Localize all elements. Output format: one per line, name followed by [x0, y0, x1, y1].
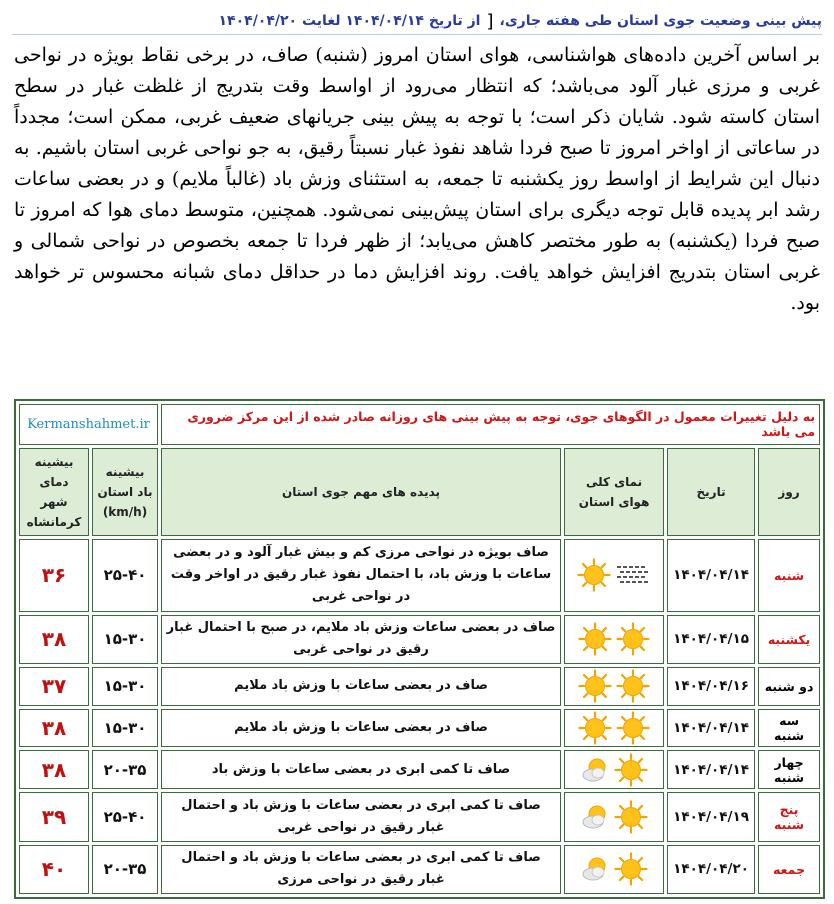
row-sky-icons: [564, 667, 664, 706]
row-date: ۱۴۰۴/۰۴/۱۶: [667, 667, 755, 706]
row-sky-icons: [564, 845, 664, 894]
sun-icon: [616, 711, 650, 745]
row-temp: ۳۸: [19, 750, 89, 789]
forecast-table: [14, 399, 825, 899]
partly-cloudy-icon: [580, 802, 610, 832]
row-sky-icons: [564, 539, 664, 612]
table-row: [19, 615, 820, 664]
row-wind: ۱۵-۳۰: [92, 709, 158, 748]
row-day: شنبه: [758, 539, 820, 612]
row-date: ۱۴۰۴/۰۴/۱۹: [667, 792, 755, 841]
row-temp: ۴۰: [19, 845, 89, 894]
row-wind: ۲۰-۳۵: [92, 845, 158, 894]
header-date-range: از تاریخ ۱۴۰۴/۰۴/۱۴ لغایت ۱۴۰۴/۰۴/۲۰: [218, 13, 481, 29]
row-sky-icons: [564, 792, 664, 841]
row-sky-icons: [564, 615, 664, 664]
row-phenomena: صاف تا کمی ابری در بعضی ساعات با وزش باد و احتمال غبار رقیق در نواحی مرزی: [161, 845, 561, 894]
row-date: ۱۴۰۴/۰۴/۱۴: [667, 750, 755, 789]
row-temp: ۳۸: [19, 709, 89, 748]
header-date: تاریخ: [667, 448, 755, 536]
row-wind: ۲۵-۴۰: [92, 792, 158, 841]
header-title: پیش بینی وضعیت جوی استان طی هفته جاری،: [499, 13, 822, 29]
row-date: ۱۴۰۴/۰۴/۲۰: [667, 845, 755, 894]
row-wind: ۲۵-۴۰: [92, 539, 158, 612]
row-temp: ۳۹: [19, 792, 89, 841]
header-separator: [: [486, 10, 494, 32]
sun-icon: [614, 753, 648, 787]
row-phenomena: صاف بویژه در نواحی مرزی کم و بیش غبار آلود و در بعضی ساعات با وزش باد، با احتمال نفوذ غبار رقیق در اواخر وقت در نواحی غربی: [161, 539, 561, 612]
table-row: [19, 750, 820, 789]
row-sky-icons: [564, 709, 664, 748]
row-phenomena: صاف در بعضی ساعات با وزش باد ملایم: [161, 667, 561, 706]
header-phenomena: پدیده های مهم جوی استان: [161, 448, 561, 536]
header-temp: بیشینه دمای شهر کرمانشاه: [19, 448, 89, 536]
row-day: پنج شنبه: [758, 792, 820, 841]
sun-icon: [578, 669, 612, 703]
table-body: [19, 539, 820, 894]
partly-cloudy-icon: [580, 755, 610, 785]
table-notice-row: [19, 404, 820, 445]
table-row: [19, 667, 820, 706]
table-row: [19, 792, 820, 841]
row-date: ۱۴۰۴/۰۴/۱۴: [667, 709, 755, 748]
dust-icon: [615, 560, 651, 590]
header-day: روز: [758, 448, 820, 536]
page-header: [12, 8, 822, 35]
row-phenomena: صاف تا کمی ابری در بعضی ساعات با وزش باد: [161, 750, 561, 789]
row-phenomena: صاف در بعضی ساعات با وزش باد ملایم: [161, 709, 561, 748]
row-day: یکشنبه: [758, 615, 820, 664]
sun-icon: [616, 622, 650, 656]
row-temp: ۳۷: [19, 667, 89, 706]
row-wind: ۱۵-۳۰: [92, 615, 158, 664]
table-notice: به دلیل تغییرات معمول در الگوهای جوی، توجه به پیش بینی های روزانه صادر شده از این مرکز ضروری می باشد: [161, 404, 820, 445]
table-row: [19, 709, 820, 748]
sun-icon: [614, 800, 648, 834]
header-wind: بیشینه باد استان (km/h): [92, 448, 158, 536]
header-sky: نمای کلی هوای استان: [564, 448, 664, 536]
row-wind: ۱۵-۳۰: [92, 667, 158, 706]
row-temp: ۳۸: [19, 615, 89, 664]
row-wind: ۲۰-۳۵: [92, 750, 158, 789]
row-date: ۱۴۰۴/۰۴/۱۵: [667, 615, 755, 664]
row-date: ۱۴۰۴/۰۴/۱۴: [667, 539, 755, 612]
table-header-row: [19, 448, 820, 536]
row-sky-icons: [564, 750, 664, 789]
row-day: دو شنبه: [758, 667, 820, 706]
forecast-paragraph: بر اساس آخرین داده‌های هواشناسی، هوای استان امروز (شنبه) صاف، در برخی نقاط بویژه در نواحی غربی و مرزی غبار آلود می‌باشد؛ که انتظار می‌رود از اواسط وقت بتدریج از غلظت غبار در سطح استان کاسته شود. شایان ذکر است؛ با توجه به پیش بینی جریانهای ضعیف غربی، ممکن است؛ مجدداً در ساعاتی از اواخر امروز تا صبح فردا شاهد نفوذ غبار نسبتاً رقیق، به جو نواحی غربی استان باشیم. به دنبال این شرایط از اواسط روز یکشنبه تا جمعه، به استثنای وزش باد (غالباً ملایم) و در بعضی ساعات رشد ابر پدیده قابل توجه دیگری برای استان پیش‌بینی نمی‌شود. همچنین، متوسط دمای هوا که امروز تا صبح فردا (یکشنبه) به طور مختصر کاهش می‌یابد؛ از ظهر فردا تا جمعه بخصوص در نواحی شمالی و غربی استان بتدریج افزایش خواهد یافت. روند افزایش دما در حداقل دمای شبانه محسوس تر خواهد بود.: [14, 44, 820, 314]
table-row: [19, 539, 820, 612]
row-phenomena: صاف در بعضی ساعات وزش باد ملایم، در صبح با احتمال غبار رقیق در نواحی غربی: [161, 615, 561, 664]
row-day: چهار شنبه: [758, 750, 820, 789]
sun-icon: [578, 622, 612, 656]
table-row: [19, 845, 820, 894]
row-temp: ۳۶: [19, 539, 89, 612]
row-phenomena: صاف تا کمی ابری در بعضی ساعات با وزش باد و احتمال غبار رقیق در نواحی غربی: [161, 792, 561, 841]
row-day: جمعه: [758, 845, 820, 894]
sun-icon: [616, 669, 650, 703]
sun-icon: [578, 711, 612, 745]
partly-cloudy-icon: [580, 854, 610, 884]
sun-icon: [614, 852, 648, 886]
site-link[interactable]: Kermanshahmet.ir: [19, 404, 158, 445]
sun-icon: [577, 558, 611, 592]
row-day: سه شنبه: [758, 709, 820, 748]
